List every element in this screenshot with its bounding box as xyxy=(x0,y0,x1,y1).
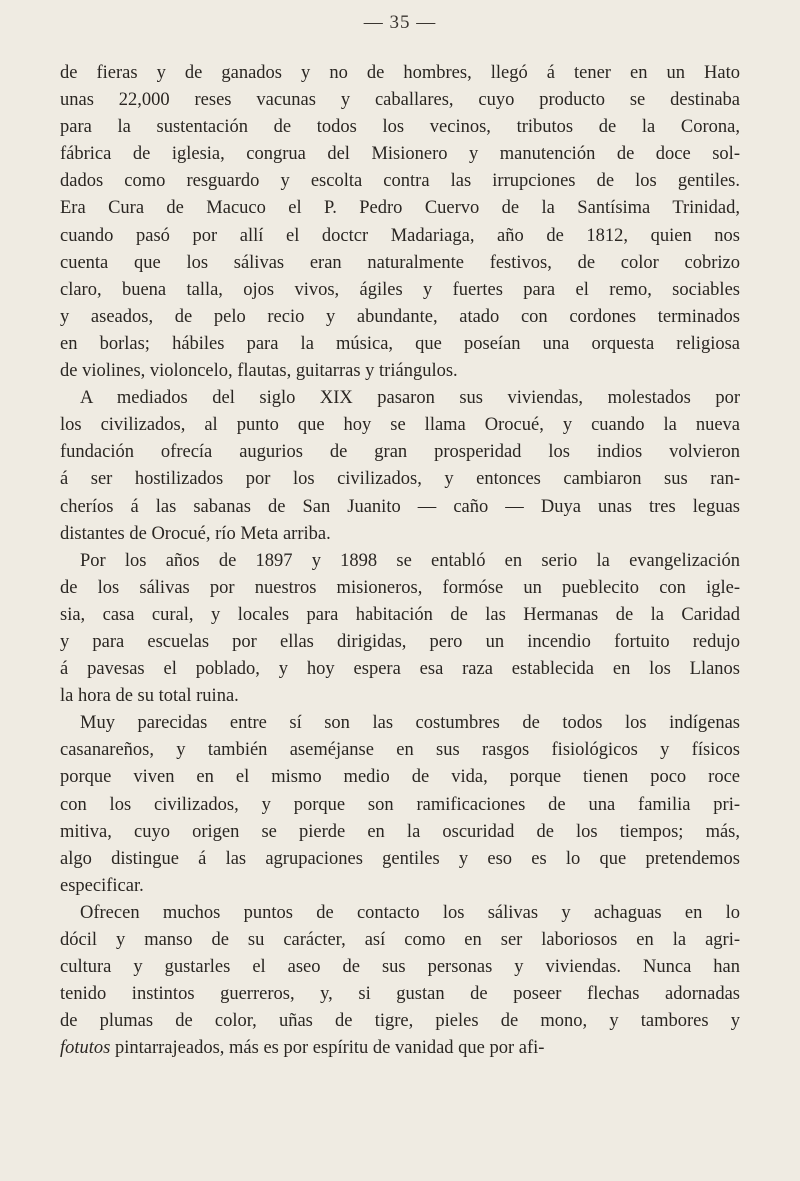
text-line: con los civilizados, y porque son ramificaciones de una familia pri- xyxy=(60,794,740,815)
text-line: fundación ofrecía augurios de gran prosperidad los indios volvieron xyxy=(60,442,740,463)
text-line: cuando pasó por allí el doctcr Madariaga, año de 1812, quien nos xyxy=(60,225,740,246)
text-line: casanareños, y también aseméjanse en sus rasgos fisiológicos y físicos xyxy=(60,740,740,761)
text-line: Era Cura de Macuco el P. Pedro Cuervo de la Santísima Trinidad, xyxy=(60,198,740,219)
text-line: dócil y manso de su carácter, así como en ser laboriosos en la agri- xyxy=(60,930,740,950)
text-line: unas 22,000 reses vacunas y caballares, cuyo producto se destinaba xyxy=(60,90,740,111)
paragraph xyxy=(60,60,740,385)
text-line: de los sálivas por nuestros misioneros, formóse un pueblecito con igle- xyxy=(60,577,740,598)
text-line: claro, buena talla, ojos vivos, ágiles y fuertes para el remo, sociables xyxy=(60,279,740,300)
paragraph xyxy=(60,385,740,548)
text-line: fábrica de iglesia, congrua del Misionero y manutención de doce sol- xyxy=(60,144,740,165)
text-line: los civilizados, al punto que hoy se llama Orocué, y cuando la nueva xyxy=(60,415,740,436)
body-text xyxy=(60,60,740,1062)
text-line: algo distingue á las agrupaciones gentiles y eso es lo que pretendemos xyxy=(60,848,740,869)
paragraph xyxy=(60,548,740,711)
page-number: — 35 — xyxy=(363,12,437,33)
text-line: de plumas de color, uñas de tigre, pieles de mono, y tambores y xyxy=(60,1011,740,1032)
text-line: distantes de Orocué, río Meta arriba. xyxy=(60,523,331,544)
text-line: Por los años de 1897 y 1898 se entabló en serio la evangelización xyxy=(80,550,740,571)
text-line: la hora de su total ruina. xyxy=(60,686,239,707)
text-line: especificar. xyxy=(60,875,144,896)
text-line: cheríos á las sabanas de San Juanito — caño — Duya unas tres leguas xyxy=(60,496,740,517)
text-line: á pavesas el poblado, y hoy espera esa raza establecida en los Llanos xyxy=(60,659,740,680)
text-line: cultura y gustarles el aseo de sus personas y viviendas. Nunca han xyxy=(60,957,740,978)
text-line: dados como resguardo y escolta contra las irrupciones de los gentiles. xyxy=(60,171,740,192)
text-line: de violines, violoncelo, flautas, guitarras y triángulos. xyxy=(60,361,458,382)
text-line: fotutos pintarrajeados, más es por espíritu de vanidad que por afi- xyxy=(60,1038,545,1059)
text-line: Muy parecidas entre sí son las costumbres de todos los indígenas xyxy=(80,713,740,734)
text-line: porque viven en el mismo medio de vida, porque tienen poco roce xyxy=(60,767,740,788)
text-line: mitiva, cuyo origen se pierde en la oscuridad de los tiempos; más, xyxy=(60,821,740,842)
text-line: y aseados, de pelo recio y abundante, atado con cordones terminados xyxy=(60,306,740,327)
text-line: sia, casa cural, y locales para habitación de las Hermanas de la Caridad xyxy=(60,604,740,625)
text-line: para la sustentación de todos los vecinos, tributos de la Corona, xyxy=(60,117,740,138)
text-line: y para escuelas por ellas dirigidas, pero un incendio fortuito redujo xyxy=(60,631,740,652)
text-line: tenido instintos guerreros, y, si gustan de poseer flechas adornadas xyxy=(60,984,740,1005)
text-line: cuenta que los sálivas eran naturalmente festivos, de color cobrizo xyxy=(60,252,740,273)
paragraph xyxy=(60,900,740,1063)
paragraph xyxy=(60,710,740,900)
text-line: de fieras y de ganados y no de hombres, llegó á tener en un Hato xyxy=(60,63,740,83)
text-line: A mediados del siglo XIX pasaron sus viviendas, molestados por xyxy=(80,388,740,409)
text-line: en borlas; hábiles para la música, que poseían una orquesta religiosa xyxy=(60,333,740,354)
text-line: á ser hostilizados por los civilizados, y entonces cambiaron sus ran- xyxy=(60,469,740,490)
text-line: Ofrecen muchos puntos de contacto los sálivas y achaguas en lo xyxy=(80,902,740,923)
